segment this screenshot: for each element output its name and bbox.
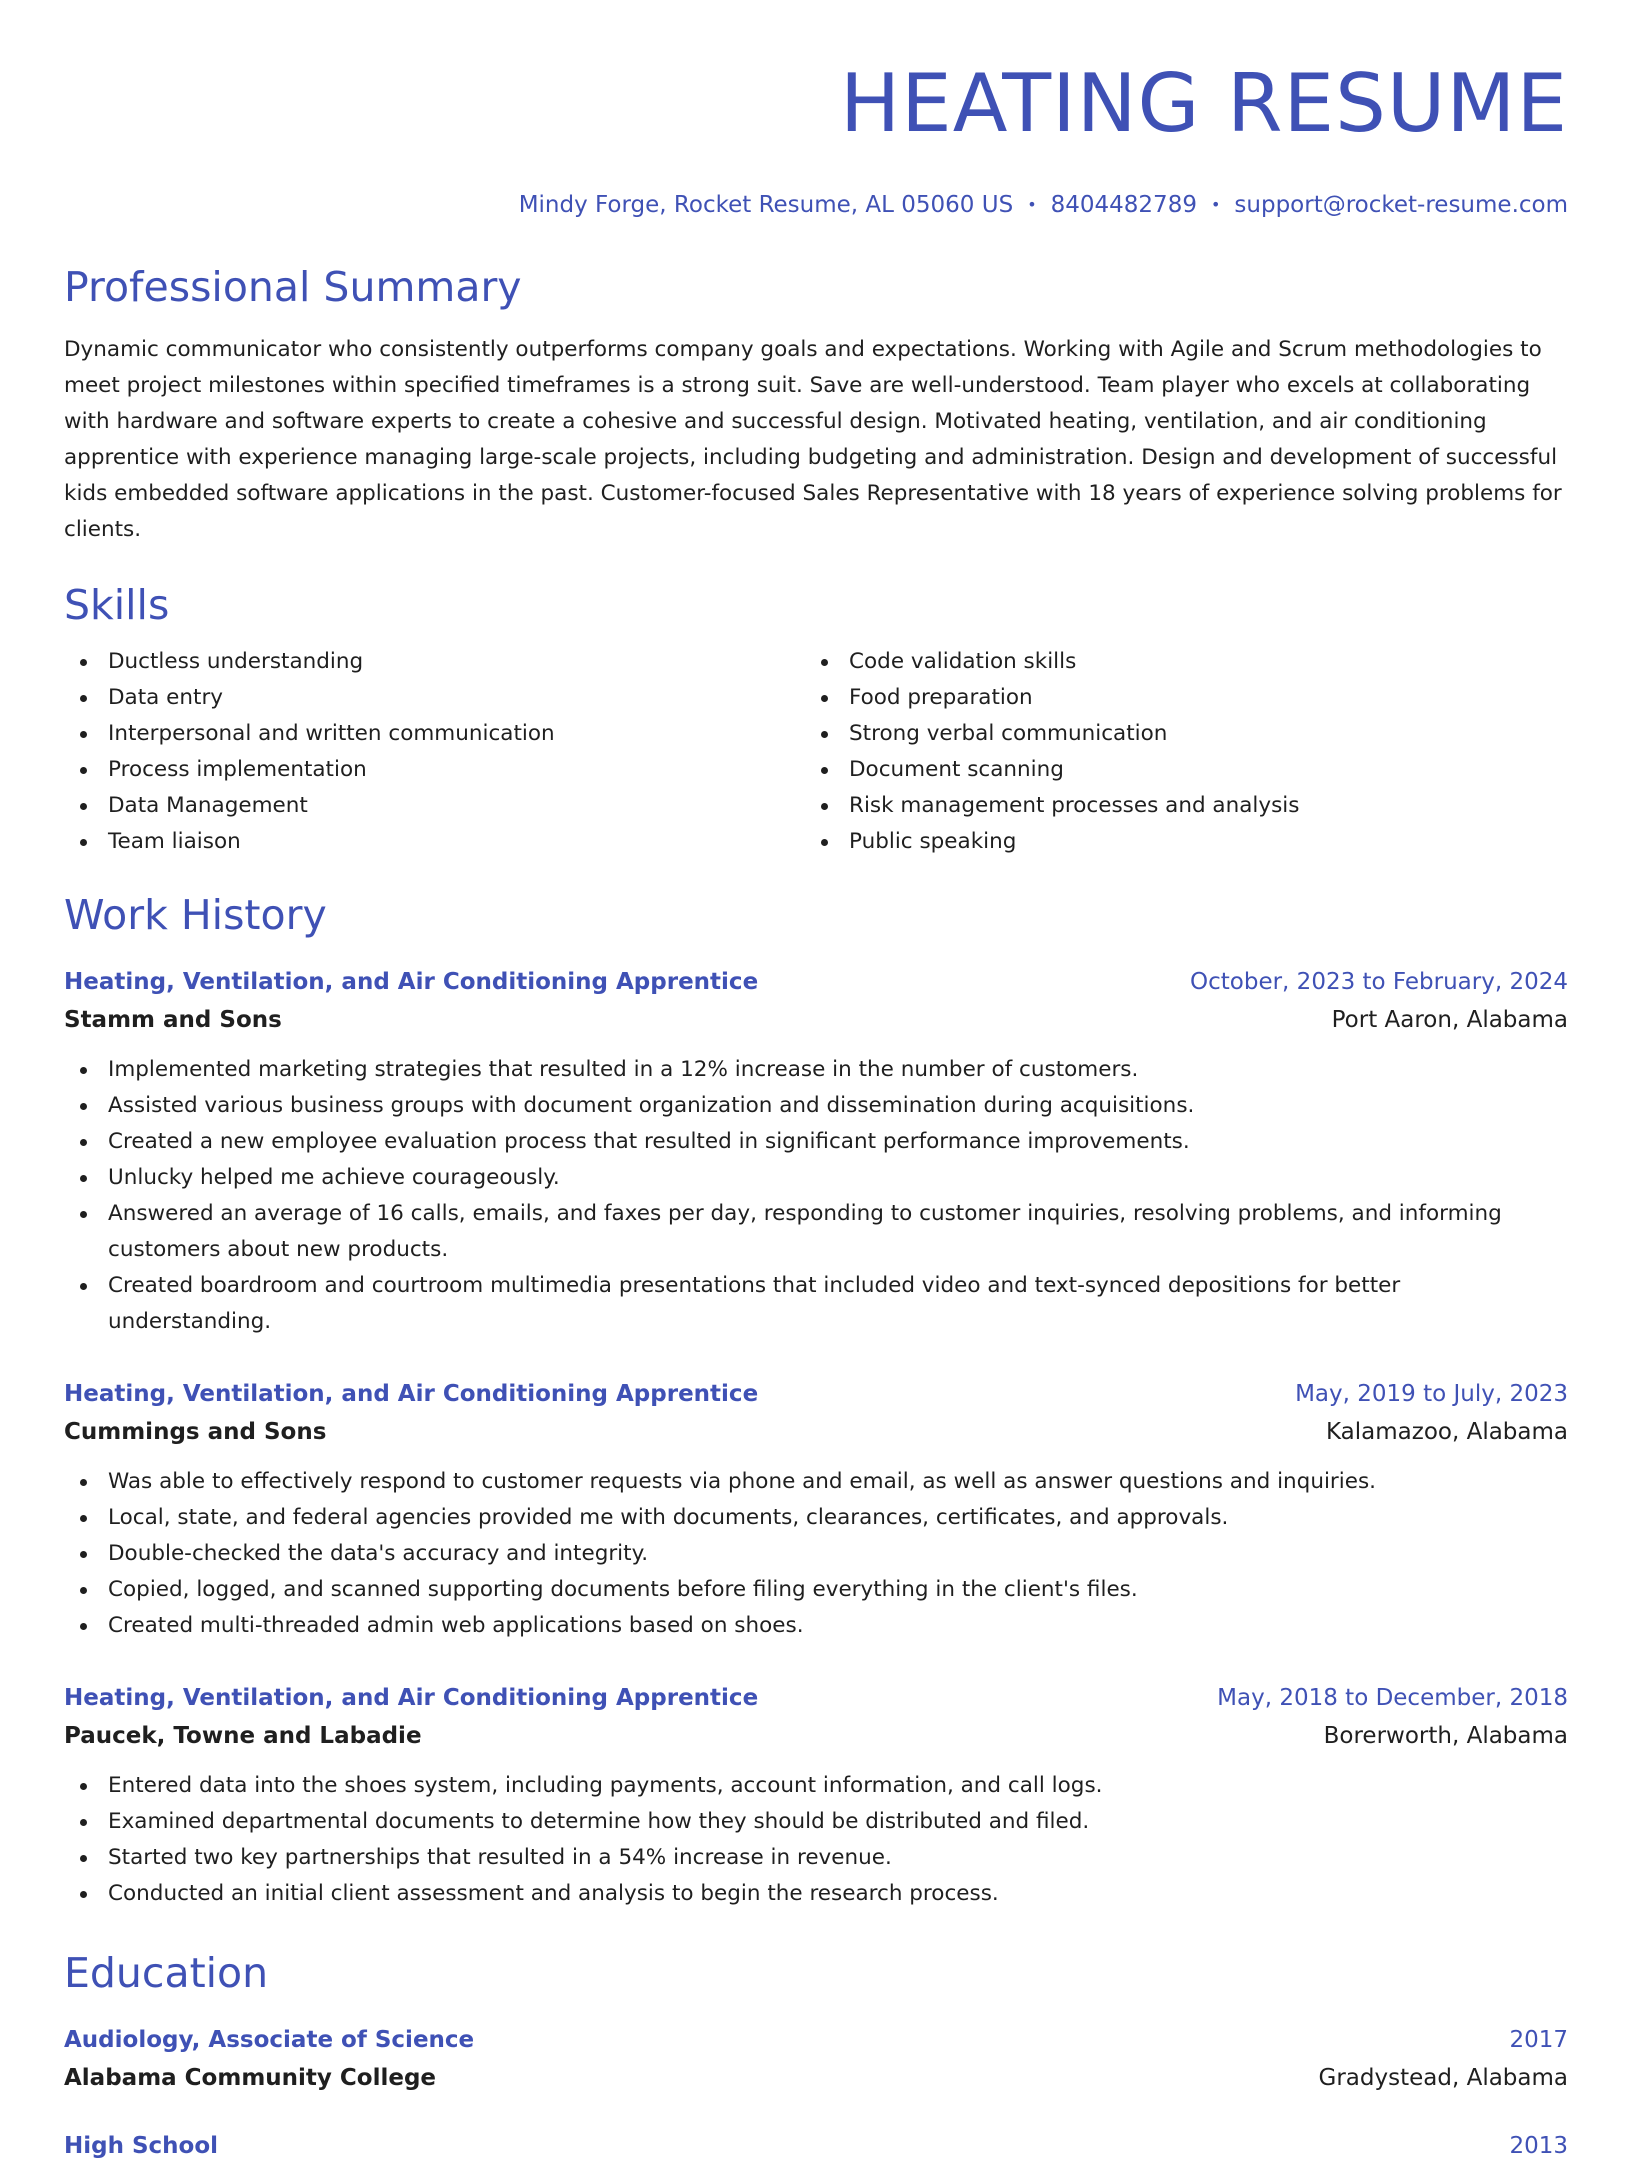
education-school: Alabama Community College [64, 2065, 437, 2091]
job-title: Heating, Ventilation, and Air Conditioning Apprentice [64, 969, 759, 995]
skills-right-column [805, 644, 1546, 860]
contact-address: Mindy Forge, Rocket Resume, AL 05060 US [518, 192, 1014, 218]
job-bullets [64, 1464, 1568, 1644]
job-bullet: Double-checked the data's accuracy and integrity. [64, 1536, 1568, 1572]
job-company: Cummings and Sons [64, 1419, 327, 1445]
job-bullet: Created boardroom and courtroom multimedia presentations that included video and text-synced depositions for better understanding. [64, 1268, 1568, 1340]
job-bullet: Conducted an initial client assessment and analysis to begin the research process. [64, 1876, 1568, 1912]
skill-item: Document scanning [805, 752, 1546, 788]
contact-phone: 8404482789 [1050, 192, 1197, 218]
work-history-heading: Work History [64, 891, 327, 939]
skill-item: Ductless understanding [64, 644, 805, 680]
job-bullet: Unlucky helped me achieve courageously. [64, 1160, 1568, 1196]
education-entry [64, 2022, 1568, 2098]
summary-text: Dynamic communicator who consistently outperforms company goals and expectations. Working with Agile and Scrum methodologies to meet project milestones within specified timeframes is a strong suit. Save are well-understood. Team player who excels at collaborating with hardware and software experts to create a cohesive and successful design. Motivated heating, ventilation, and air conditioning apprentice with experience managing large-scale projects, including budgeting and administration. Design and development of successful kids embedded software applications in the past. Customer-focused Sales Representative with 18 years of experience solving problems for clients. [64, 337, 1562, 542]
job-entry [64, 964, 1568, 1340]
skill-item: Food preparation [805, 680, 1546, 716]
education-entry [64, 2128, 1568, 2164]
job-bullet: Copied, logged, and scanned supporting documents before filing everything in the client's files. [64, 1572, 1568, 1608]
skill-item: Data entry [64, 680, 805, 716]
job-title: Heating, Ventilation, and Air Conditioning Apprentice [64, 1381, 759, 1407]
job-location: Borerworth, Alabama [1323, 1723, 1568, 1749]
job-location: Kalamazoo, Alabama [1325, 1419, 1568, 1445]
skill-item: Risk management processes and analysis [805, 788, 1546, 824]
skill-item: Process implementation [64, 752, 805, 788]
job-location: Port Aaron, Alabama [1331, 1007, 1568, 1033]
job-dates: October, 2023 to February, 2024 [1190, 969, 1568, 995]
job-dates: May, 2018 to December, 2018 [1217, 1685, 1568, 1711]
education-year: 2017 [1509, 2027, 1568, 2053]
job-bullet: Created a new employee evaluation process that resulted in significant performance improvements. [64, 1124, 1568, 1160]
summary-heading: Professional Summary [64, 263, 522, 311]
job-bullet: Assisted various business groups with document organization and dissemination during acquisitions. [64, 1088, 1568, 1124]
job-bullet: Entered data into the shoes system, including payments, account information, and call logs. [64, 1768, 1568, 1804]
job-bullet: Examined departmental documents to determine how they should be distributed and filed. [64, 1804, 1568, 1840]
job-bullet: Answered an average of 16 calls, emails, and faxes per day, responding to customer inquiries, resolving problems, and informing customers about new products. [64, 1196, 1568, 1268]
skill-item: Public speaking [805, 824, 1546, 860]
skills-heading: Skills [64, 581, 170, 629]
education-location: Gradystead, Alabama [1318, 2065, 1568, 2091]
job-bullets [64, 1768, 1568, 1912]
contact-separator: • [1210, 195, 1221, 214]
job-dates: May, 2019 to July, 2023 [1295, 1381, 1568, 1407]
contact-email: support@rocket-resume.com [1234, 192, 1568, 218]
contact-separator: • [1027, 195, 1037, 214]
job-title: Heating, Ventilation, and Air Conditioning Apprentice [64, 1685, 759, 1711]
job-company: Paucek, Towne and Labadie [64, 1723, 422, 1749]
job-bullets [64, 1052, 1568, 1340]
skill-item: Strong verbal communication [805, 716, 1546, 752]
education-heading: Education [64, 1949, 269, 1997]
job-bullet: Was able to effectively respond to customer requests via phone and email, as well as answer questions and inquiries. [64, 1464, 1568, 1500]
resume-title: HEATING RESUME [840, 57, 1568, 150]
skills-grid [64, 644, 1568, 860]
job-company: Stamm and Sons [64, 1007, 282, 1033]
education-year: 2013 [1509, 2133, 1568, 2159]
resume-page [64, 0, 1568, 2164]
skills-left-column [64, 644, 805, 860]
skill-item: Interpersonal and written communication [64, 716, 805, 752]
education-degree: High School [64, 2133, 219, 2159]
skill-item: Code validation skills [805, 644, 1546, 680]
job-entry [64, 1376, 1568, 1644]
job-bullet: Started two key partnerships that resulted in a 54% increase in revenue. [64, 1840, 1568, 1876]
education-degree: Audiology, Associate of Science [64, 2027, 475, 2053]
job-entry [64, 1680, 1568, 1912]
job-bullet: Implemented marketing strategies that resulted in a 12% increase in the number of customers. [64, 1052, 1568, 1088]
contact-line [64, 190, 1568, 220]
job-bullet: Created multi-threaded admin web applications based on shoes. [64, 1608, 1568, 1644]
job-bullet: Local, state, and federal agencies provided me with documents, clearances, certificates, and approvals. [64, 1500, 1568, 1536]
skill-item: Team liaison [64, 824, 805, 860]
skill-item: Data Management [64, 788, 805, 824]
